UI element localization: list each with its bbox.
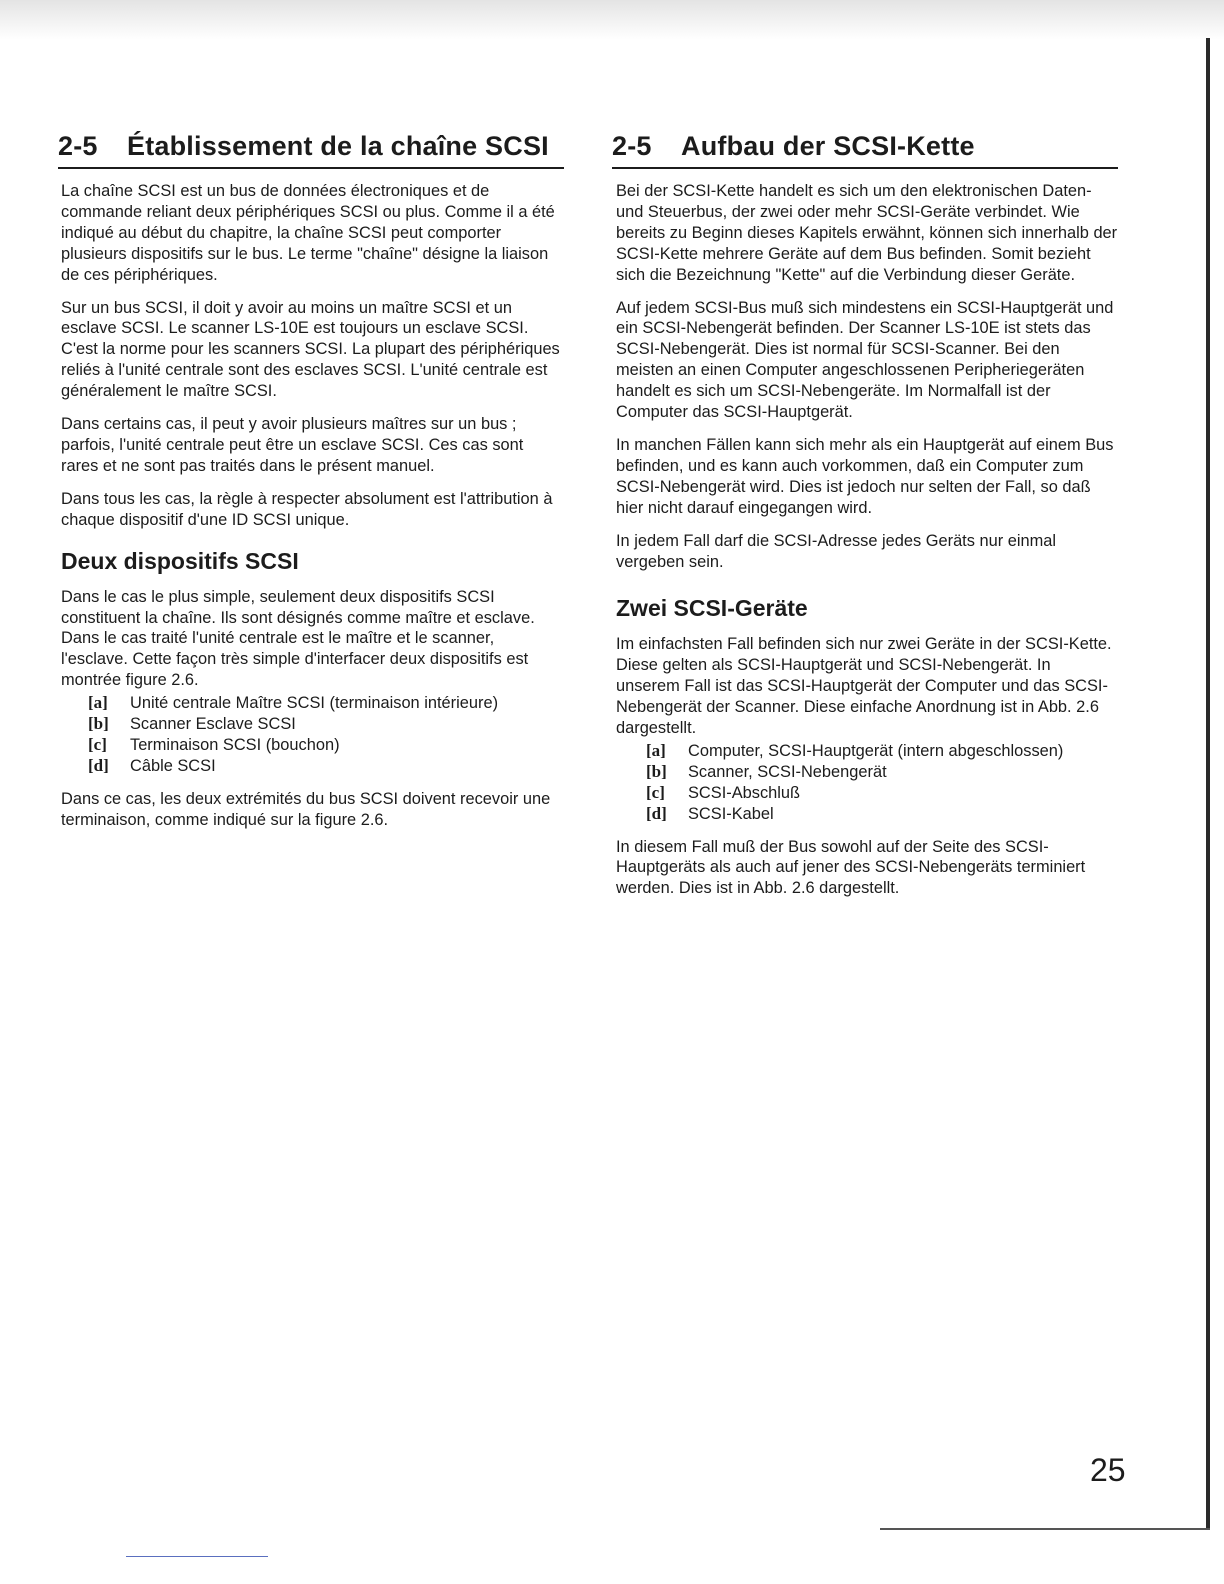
- list-item: [88, 756, 564, 777]
- paragraph: Dans tous les cas, la règle à respecter absolument est l'attribution à chaque dispositif d'une ID SCSI unique.: [61, 489, 553, 529]
- list-item: [88, 714, 564, 735]
- item-text: Scanner, SCSI-Nebengerät: [688, 762, 887, 781]
- section-title: Aufbau der SCSI-Kette: [681, 131, 975, 161]
- list-item: [646, 762, 1118, 783]
- paragraph: Dans le cas le plus simple, seulement deux dispositifs SCSI constituent la chaîne. Ils sont désignés comme maître et esclave. Dans le cas traité l'unité centrale est le maître et le scanner, l'esclave. Cette façon très simple d'interfacer deux dispositifs est montrée figure 2.6.: [61, 587, 535, 690]
- item-marker: [d]: [88, 755, 109, 775]
- list-item: [88, 735, 564, 756]
- section-heading: [58, 130, 564, 163]
- item-marker: [b]: [88, 714, 109, 734]
- page-edge-line: [1206, 38, 1210, 1528]
- paragraph: Dans ce cas, les deux extrémités du bus SCSI doivent recevoir une terminaison, comme indiqué sur la figure 2.6.: [61, 789, 551, 829]
- section-number: 2-5: [58, 131, 98, 161]
- item-marker: [c]: [646, 782, 665, 802]
- paragraph: In diesem Fall muß der Bus sowohl auf der Seite des SCSI-Hauptgeräts als auch auf jener des SCSI-Nebengeräts terminiert werden. Dies ist in Abb. 2.6 dargestellt.: [616, 837, 1086, 898]
- footer-rule: [880, 1528, 1210, 1530]
- section-number: 2-5: [612, 131, 652, 161]
- item-text: Câble SCSI: [130, 756, 216, 775]
- legend-list: [58, 693, 564, 777]
- item-marker: [a]: [646, 740, 666, 760]
- list-item: [646, 741, 1118, 762]
- item-marker: [d]: [646, 803, 667, 823]
- list-item: [88, 693, 564, 714]
- french-column: [58, 130, 564, 831]
- item-text: SCSI-Abschluß: [688, 783, 801, 802]
- item-text: Terminaison SCSI (bouchon): [130, 735, 340, 754]
- item-text: Unité centrale Maître SCSI (terminaison intérieure): [130, 694, 499, 713]
- german-column: [612, 130, 1118, 899]
- heading-rule: [58, 167, 564, 169]
- subheading: Zwei SCSI-Geräte: [616, 595, 808, 622]
- subheading: Deux dispositifs SCSI: [61, 547, 299, 574]
- paragraph: Dans certains cas, il peut y avoir plusieurs maîtres sur un bus ; parfois, l'unité centrale peut être un esclave SCSI. Ces cas sont rares et ne sont pas traités dans le présent manuel.: [61, 415, 524, 475]
- list-item: [646, 804, 1118, 825]
- paragraph: Auf jedem SCSI-Bus muß sich mindestens ein SCSI-Hauptgerät und ein SCSI-Nebengerät befinden. Der Scanner LS-10E ist stets das SCSI-Nebengerät. Dies ist normal für SCSI-Scanner. Bei den meisten an einen Computer angeschlossenen Peripheriegeräten handelt es sich um SCSI-Nebengeräte. Im Normalfall ist der Computer das SCSI-Hauptgerät.: [616, 298, 1114, 422]
- item-text: SCSI-Kabel: [688, 804, 774, 823]
- scan-mark-line: [126, 1556, 268, 1557]
- item-marker: [b]: [646, 761, 667, 781]
- paragraph: Im einfachsten Fall befinden sich nur zwei Geräte in der SCSI-Kette. Diese gelten als SCSI-Hauptgerät und SCSI-Nebengerät. In unserem Fall ist das SCSI-Hauptgerät der Computer und das SCSI-Nebengerät der Scanner. Diese einfache Anordnung ist in Abb. 2.6 dargestellt.: [616, 635, 1112, 738]
- paragraph: Sur un bus SCSI, il doit y avoir au moins un maître SCSI et un esclave SCSI. Le scanner LS-10E est toujours un esclave SCSI. C'est la norme pour les scanners SCSI. La plupart des périphériques reliés à l'unité centrale sont des esclaves SCSI. L'unité centrale est généralement le maître SCSI.: [61, 298, 560, 401]
- section-title: Établissement de la chaîne SCSI: [127, 131, 549, 161]
- heading-rule: [612, 167, 1118, 169]
- paragraph: La chaîne SCSI est un bus de données électroniques et de commande reliant deux périphériques SCSI ou plus. Comme il a été indiqué au début du chapitre, la chaîne SCSI peut comporter plusieurs dispositifs sur le bus. Le terme "chaîne" désigne la liaison de ces périphériques.: [61, 182, 555, 284]
- item-text: Scanner Esclave SCSI: [130, 715, 296, 734]
- paragraph: In manchen Fällen kann sich mehr als ein Hauptgerät auf einem Bus befinden, und es kann auch vorkommen, daß ein Computer zum SCSI-Nebengerät wird. Dies ist jedoch nur selten der Fall, so daß hier nicht darauf eingegangen wird.: [616, 435, 1114, 517]
- legend-list: [612, 741, 1118, 825]
- section-heading: [612, 130, 1118, 163]
- item-marker: [a]: [88, 693, 108, 713]
- list-item: [646, 783, 1118, 804]
- item-text: Computer, SCSI-Hauptgerät (intern abgeschlossen): [688, 741, 1064, 760]
- paragraph: Bei der SCSI-Kette handelt es sich um den elektronischen Daten- und Steuerbus, der zwei oder mehr SCSI-Geräte verbindet. Wie bereits zu Beginn dieses Kapitels erwähnt, können sich innerhalb der SCSI-Kette mehrere Geräte auf dem Bus befinden. Somit bezieht sich die Bezeichnung "Kette" auf die Verbindung dieser Geräte.: [616, 182, 1118, 284]
- paragraph: In jedem Fall darf die SCSI-Adresse jedes Geräts nur einmal vergeben sein.: [616, 531, 1057, 571]
- item-marker: [c]: [88, 734, 107, 754]
- page-number: 25: [1090, 1452, 1126, 1488]
- scan-shadow-top: [0, 0, 1224, 40]
